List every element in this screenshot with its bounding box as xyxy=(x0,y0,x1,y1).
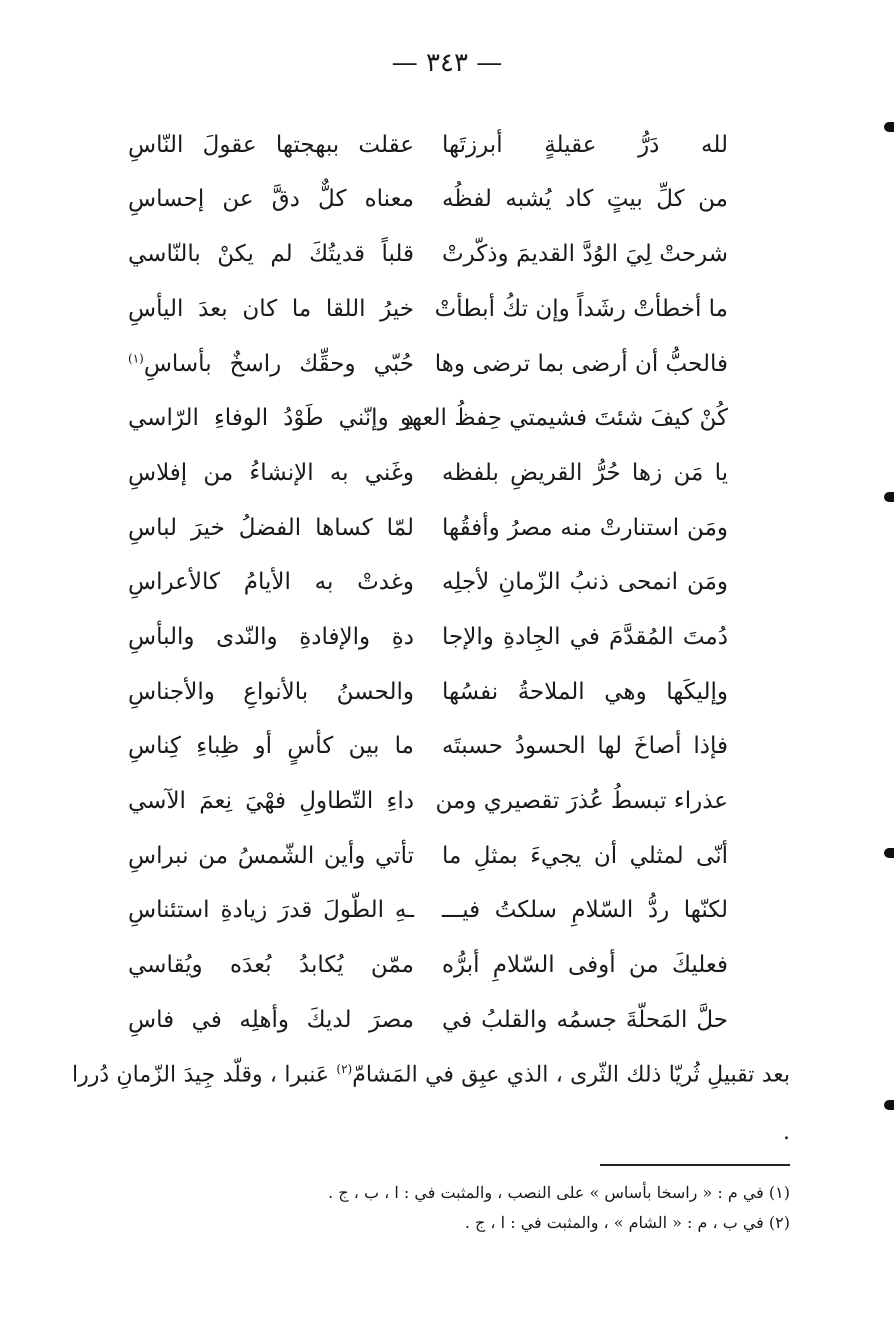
verse-second-hemistich xyxy=(128,896,414,932)
verse-line xyxy=(128,768,728,823)
verse-second-hemistich xyxy=(128,295,414,331)
prose-paragraph xyxy=(72,1040,790,1162)
verse-first-hemistich: عذراء تبسطُ عُذرَ تقصيري ومن xyxy=(435,788,728,815)
verse-second-text: ممّن يُكابدُ بُعدَه ويُقاسي xyxy=(128,952,414,979)
verse-first-hemistich: فإذا أصاخَ لها الحسودُ حسبتَه xyxy=(442,733,728,760)
verse-line xyxy=(128,878,728,933)
verse-first-hemistich: أنّى لمثلي أن يجيءَ بمثلِ ما xyxy=(442,842,728,869)
footnote-separator xyxy=(600,1164,790,1166)
verse-second-hemistich xyxy=(128,185,414,221)
verse-second-hemistich xyxy=(128,240,414,276)
verse-line xyxy=(128,932,728,987)
verse-first-hemistich: حلَّ المَحلّةَ جسمُه والقلبُ في xyxy=(442,1006,728,1033)
verse-line xyxy=(128,440,728,495)
verse-line xyxy=(128,714,728,769)
verse-second-text: قلباً قديتُكَ لم يكنْ بالنّاسي xyxy=(128,241,414,268)
verse-second-text: والحسنُ بالأنواعِ والأجناسِ xyxy=(128,678,414,705)
verse-second-text: داءِ التّطاولِ فهْيَ نِعمَ الآسي xyxy=(128,788,414,815)
verse-first-hemistich: كُنْ كيفَ شئتَ فشيمتي حِفظُ العهو xyxy=(399,405,728,432)
verse-first-hemistich: شرحتْ لِيَ الوُدَّ القديمَ وذكّرتْ xyxy=(442,241,728,268)
footnote-marker: (١) xyxy=(128,350,144,365)
verse-first-hemistich: ومَن استنارتْ منه مصرُ وأفقُها xyxy=(442,514,728,541)
verse-line xyxy=(128,495,728,550)
verse-second-text: لمّا كساها الفضلُ خيرَ لباسِ xyxy=(128,514,414,541)
verse-second-hemistich xyxy=(128,1006,414,1042)
verse-first-hemistich: يا مَن زها حُرُّ القريضِ بلفظه xyxy=(442,459,728,486)
poem xyxy=(128,112,728,1042)
verse-second-text: خيرُ اللقا ما كان بعدَ اليأسِ xyxy=(128,295,414,322)
verse-second-hemistich xyxy=(128,131,414,167)
verse-line xyxy=(128,659,728,714)
verse-first-hemistich: لكنّها ردُّ السّلامِ سلكتُ فيـــ xyxy=(442,897,728,924)
verse-second-text: دِ وإنّني طَوْدُ الوفاءِ الرّاسي xyxy=(128,405,414,432)
verse-second-hemistich xyxy=(128,951,414,987)
verse-second-text: ـهِ الطّولَ قدرَ زيادةِ استئناسِ xyxy=(128,897,414,924)
footnote-marker: (٢) xyxy=(336,1062,353,1076)
verse-first-hemistich: وإليكَها وهي الملاحةُ نفسُها xyxy=(442,678,728,705)
verse-first-hemistich: دُمتَ المُقدَّمَ في الجِادةِ والإجا xyxy=(442,623,728,650)
verse-second-text: دةِ والإفادةِ والنّدى والبأسِ xyxy=(128,623,414,650)
verse-second-text: وغَني به الإنشاءُ من إفلاسِ xyxy=(128,459,414,486)
verse-second-hemistich xyxy=(128,459,414,495)
margin-mark xyxy=(884,848,894,858)
verse-first-hemistich: من كلِّ بيتٍ كاد يُشبه لفظُه xyxy=(442,186,728,213)
footnote-2: (٢) في ب ، م : « الشام » ، والمثبت في : ا ، ج . xyxy=(464,1213,790,1232)
prose-text-before: بعد تقبيلِ ثُريّا ذلك الثّرى ، الذي عبِق في المَشامّ xyxy=(352,1062,790,1088)
verse-second-hemistich xyxy=(128,623,414,659)
verse-first-hemistich: لله دَرُّ عقيلةٍ أبرزتَها xyxy=(442,131,728,158)
verse-second-hemistich xyxy=(128,787,414,823)
verse-line xyxy=(128,167,728,222)
verse-second-hemistich xyxy=(128,350,414,386)
verse-first-hemistich: ما أخطأتْ رشَداً وإن تكُ أبطأتْ xyxy=(434,295,728,322)
verse-line xyxy=(128,604,728,659)
verse-second-hemistich xyxy=(128,678,414,714)
prose-text-after: عَنبرا ، وقلّد جِيدَ الزّمانِ دُررا . xyxy=(72,1062,790,1146)
footnotes xyxy=(120,1178,790,1238)
verse-second-hemistich xyxy=(128,842,414,878)
verse-second-hemistich xyxy=(128,514,414,550)
verse-second-hemistich xyxy=(128,568,414,604)
verse-second-text: ما بين كأسٍ أو ظِباءِ كِناسِ xyxy=(128,733,414,760)
verse-line xyxy=(128,276,728,331)
verse-line xyxy=(128,550,728,605)
verse-second-text: تأتي وأين الشّمسُ من نبراسِ xyxy=(128,842,414,869)
verse-second-text: وغدتْ به الأيامُ كالأعراسِ xyxy=(128,569,414,596)
verse-line xyxy=(128,823,728,878)
verse-second-hemistich xyxy=(128,404,414,440)
verse-second-hemistich xyxy=(128,732,414,768)
verse-line xyxy=(128,331,728,386)
margin-mark xyxy=(884,1100,894,1110)
verse-first-hemistich: فالحبُّ أن أرضى بما ترضى وها xyxy=(434,350,728,377)
verse-second-text: مصرَ لديكَ وأهلِه في فاسِ xyxy=(128,1006,414,1033)
verse-second-text: حُبّي وحقِّك راسخٌ بأساسِ xyxy=(143,350,414,377)
verse-first-hemistich: فعليكَ من أوفى السّلامِ أبرُّه xyxy=(442,952,728,979)
page-number: — ٣٤٣ — xyxy=(391,48,503,78)
footnote-1: (١) في م : « راسخا بأساس » على النصب ، والمثبت في : ا ، ب ، ج . xyxy=(328,1183,790,1202)
verse-line xyxy=(128,385,728,440)
margin-mark xyxy=(884,122,894,132)
verse-line xyxy=(128,987,728,1042)
verse-line xyxy=(128,221,728,276)
verse-first-hemistich: ومَن انمحى ذنبُ الزّمانِ لأجلِه xyxy=(442,569,728,596)
verse-second-text: عقلت ببهجتها عقولَ النّاسِ xyxy=(128,131,414,158)
verse-second-text: معناه كلٌّ دقَّ عن إحساسِ xyxy=(128,186,414,213)
margin-mark xyxy=(884,492,894,502)
verse-line xyxy=(128,112,728,167)
